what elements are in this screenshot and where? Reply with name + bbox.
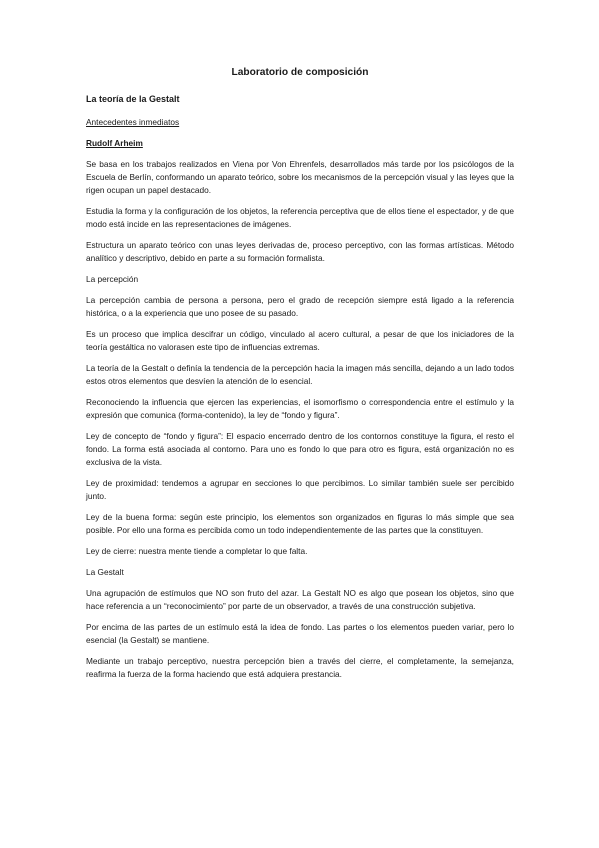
document-title: Laboratorio de composición [231, 67, 369, 78]
paragraph: Ley de proximidad: tendemos a agrupar en secciones lo que percibimos. Lo similar también suele ser percibido junto. [86, 478, 514, 501]
paragraph: Reconociendo la influencia que ejercen las experiencias, el isomorfismo o correspondencia entre el estímulo y la expresión que comunica (forma-contenido), la ley de “fondo y figura”. [86, 397, 514, 420]
section-heading-la-gestalt: La Gestalt [86, 567, 124, 577]
paragraph: Estudia la forma y la configuración de los objetos, la referencia perceptiva que de ellos tiene el espectador, y de que modo está incide en las representaciones de imágenes. [86, 206, 514, 229]
section-heading-gestalt-theory: La teoría de la Gestalt [86, 94, 180, 104]
paragraph: Ley de cierre: nuestra mente tiende a completar lo que falta. [86, 546, 308, 556]
paragraph: Estructura un aparato teórico con unas leyes derivadas de, proceso perceptivo, con las formas artísticas. Método analítico y descriptivo, debido en parte a su formación formalista. [86, 240, 514, 263]
paragraph: Una agrupación de estímulos que NO son fruto del azar. La Gestalt NO es algo que posean los objetos, sino que hace referencia a un “reconocimiento” por parte de un observador, a través de una construcción subjetiva. [86, 588, 514, 611]
paragraph: Ley de la buena forma: según este principio, los elementos son organizados en figuras lo más simple que sea posible. Por ello una forma es percibida como un todo independientemente de las partes que la constituyen. [86, 512, 514, 535]
paragraph: Por encima de las partes de un estímulo está la idea de fondo. Las partes o los elementos pueden variar, pero lo esencial (la Gestalt) se mantiene. [86, 622, 514, 645]
paragraph: Es un proceso que implica descifrar un código, vinculado al acero cultural, a pesar de que los iniciadores de la teoría gestáltica no valorasen este tipo de influencias extremas. [86, 329, 514, 352]
section-heading-percepcion: La percepción [86, 274, 139, 284]
paragraph: Mediante un trabajo perceptivo, nuestra percepción bien a través del cierre, el completamente, la semejanza, reafirma la fuerza de la forma haciendo que está adquiera prestancia. [86, 656, 514, 679]
paragraph: Ley de concepto de “fondo y figura”: El espacio encerrado dentro de los contornos constituye la figura, el resto el fondo. La forma está asociada al contorno. Para uno es fondo lo que para otro es figura, está organización no es exclusiva de la vista. [86, 431, 514, 467]
document-content [86, 66, 514, 689]
paragraph: La percepción cambia de persona a persona, pero el grado de recepción siempre está ligado a la referencia histórica, o a la experiencia que uno posee de su pasado. [86, 295, 514, 318]
paragraph: Se basa en los trabajos realizados en Viena por Von Ehrenfels, desarrollados más tarde por los psicólogos de la Escuela de Berlín, conformando un aparato teórico, sobre los mecanismos de la percepción visual y las leyes que la rigen ocupan un papel destacado. [86, 159, 514, 195]
author-heading: Rudolf Arheim [86, 138, 143, 148]
paragraph: La teoría de la Gestalt o definía la tendencia de la percepción hacia la imagen más sencilla, dejando a un lado todos estos otros elementos que desvíen la atención de lo esencial. [86, 363, 514, 386]
subsection-heading-antecedentes: Antecedentes inmediatos [86, 117, 180, 127]
